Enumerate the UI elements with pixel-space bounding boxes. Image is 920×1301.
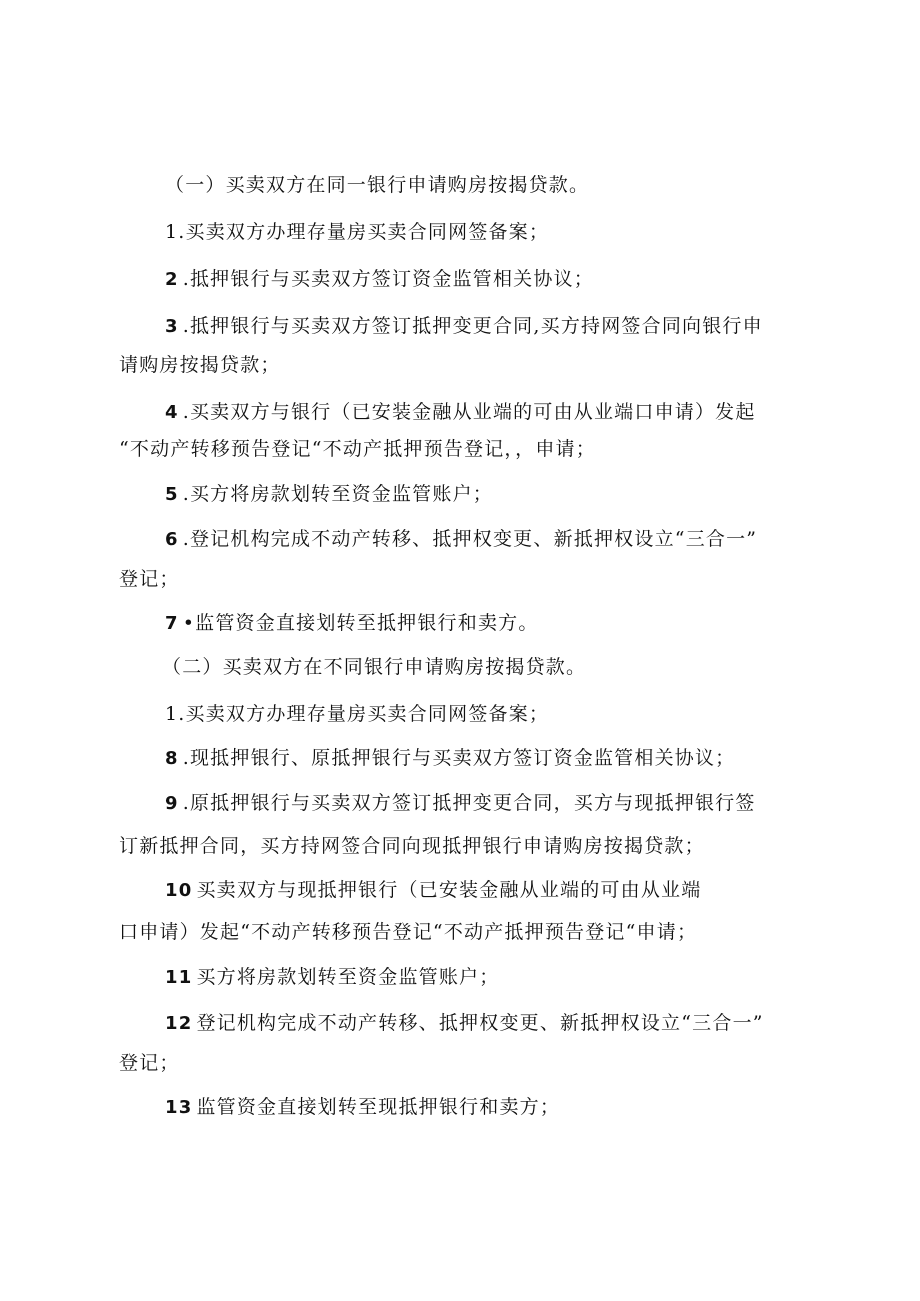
list-item <box>0 877 920 904</box>
item-number: 12 <box>165 1013 193 1034</box>
list-item <box>0 526 920 553</box>
line-text: .买卖双方与银行（已安装金融从业端的可由从业端口申请）发起 <box>182 401 756 423</box>
list-item <box>0 1010 920 1037</box>
item-number: 11 <box>165 967 193 988</box>
line-text: 口申请）发起“不动产转移预告登记“不动产抵押预告登记“申请； <box>119 921 698 943</box>
item-number: 8 <box>165 748 179 769</box>
list-item <box>0 266 920 293</box>
line-text: .买方将房款划转至资金监管账户； <box>182 483 493 505</box>
line-text: “不动产转移预告登记“不动产抵押预告登记，，申请； <box>119 438 596 460</box>
line-text: （一）买卖双方在同一银行申请购房按揭贷款。 <box>165 174 590 196</box>
item-number: 9 <box>165 793 179 814</box>
line-text: 监管资金直接划转至现抵押银行和卖方； <box>196 1096 561 1118</box>
line-text: •监管资金直接划转至抵押银行和卖方。 <box>182 612 539 634</box>
section-heading-1 <box>0 172 920 198</box>
list-item-continuation <box>0 1050 920 1076</box>
item-number: 4 <box>165 402 179 423</box>
list-item <box>0 399 920 426</box>
line-text: 登记； <box>119 568 180 590</box>
line-text: 买方将房款划转至资金监管账户； <box>196 966 500 988</box>
line-text: .登记机构完成不动产转移、抵押权变更、新抵押权设立“三合一” <box>182 528 758 550</box>
list-item <box>0 219 920 245</box>
line-text: 请购房按揭贷款； <box>119 354 281 376</box>
list-item <box>0 701 920 727</box>
line-text: 订新抵押合同，买方持网签合同向现抵押银行申请购房按揭贷款； <box>119 835 705 857</box>
item-number: 5 <box>165 484 179 505</box>
item-number: 7 <box>165 613 179 634</box>
list-item <box>0 313 920 340</box>
item-number: 3 <box>165 316 179 337</box>
line-text: .原抵押银行与买卖双方签订抵押变更合同，买方与现抵押银行签 <box>182 792 756 814</box>
line-text: 登记机构完成不动产转移、抵押权变更、新抵押权设立“三合一” <box>196 1012 764 1034</box>
list-item <box>0 1094 920 1121</box>
item-number: 2 <box>165 269 179 290</box>
list-item-continuation <box>0 352 920 378</box>
list-item <box>0 964 920 991</box>
line-text: 1.买卖双方办理存量房买卖合同网签备案； <box>165 221 550 243</box>
line-text: （二）买卖双方在不同银行申请购房按揭贷款。 <box>162 656 587 678</box>
item-number: 10 <box>165 880 193 901</box>
line-text: 登记； <box>119 1052 180 1074</box>
line-text: .抵押银行与买卖双方签订抵押变更合同,买方持网签合同向银行申 <box>182 315 763 337</box>
item-number: 13 <box>165 1097 193 1118</box>
list-item <box>0 610 920 637</box>
list-item-continuation <box>0 566 920 592</box>
line-text: .抵押银行与买卖双方签订资金监管相关协议； <box>182 268 594 290</box>
list-item <box>0 745 920 772</box>
section-heading-2 <box>0 654 920 680</box>
list-item-continuation <box>0 919 920 945</box>
item-number: 6 <box>165 529 179 550</box>
list-item <box>0 481 920 508</box>
line-text: 1.买卖双方办理存量房买卖合同网签备案； <box>165 703 550 725</box>
line-text: .现抵押银行、原抵押银行与买卖双方签订资金监管相关协议； <box>182 747 736 769</box>
line-text: 买卖双方与现抵押银行（已安装金融从业端的可由从业端 <box>196 879 702 901</box>
list-item <box>0 790 920 817</box>
list-item-continuation <box>0 833 920 859</box>
list-item-continuation <box>0 436 920 462</box>
